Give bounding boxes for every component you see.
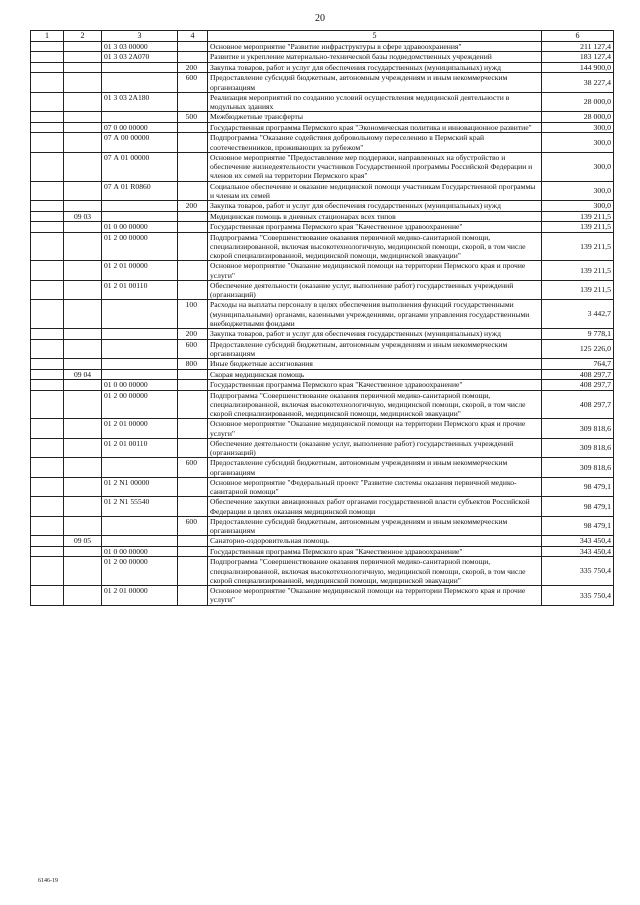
amount-cell: 139 211,5 <box>542 280 614 300</box>
section-cell <box>31 92 64 112</box>
table-row <box>31 280 614 300</box>
target-code-cell: 07 А 01 R0860 <box>102 181 178 201</box>
expense-type-cell: 500 <box>178 112 208 123</box>
target-code-cell <box>102 300 178 329</box>
section-cell <box>31 62 64 73</box>
expense-type-cell <box>178 477 208 497</box>
header-col-4: 4 <box>178 31 208 42</box>
section-cell <box>31 201 64 212</box>
amount-cell: 764,7 <box>542 359 614 370</box>
description-cell: Основное мероприятие "Предоставление мер поддержки, направленных на обустройство и обеспечение жизнедеятельности участников Государственной программы Российской Федерации и членов их семей на территории Пермского края" <box>208 152 542 181</box>
table-row <box>31 516 614 536</box>
table-row <box>31 232 614 261</box>
table-row <box>31 359 614 370</box>
subsection-cell <box>64 300 102 329</box>
section-cell <box>31 516 64 536</box>
description-cell: Государственная программа Пермского края "Экономическая политика и инновационное развитие" <box>208 122 542 133</box>
expense-type-cell: 600 <box>178 516 208 536</box>
target-code-cell: 01 0 00 00000 <box>102 546 178 557</box>
section-cell <box>31 557 64 586</box>
section-cell <box>31 477 64 497</box>
section-cell <box>31 52 64 63</box>
table-row <box>31 369 614 380</box>
description-cell: Основное мероприятие "Федеральный проект "Развитие системы оказания первичной медико-санитарной помощи" <box>208 477 542 497</box>
target-code-cell: 01 2 01 00000 <box>102 419 178 439</box>
table-row <box>31 261 614 281</box>
section-cell <box>31 211 64 222</box>
expense-type-cell: 600 <box>178 458 208 478</box>
amount-cell: 300,0 <box>542 133 614 153</box>
subsection-cell <box>64 133 102 153</box>
header-col-6: 6 <box>542 31 614 42</box>
amount-cell: 98 479,1 <box>542 497 614 517</box>
table-row <box>31 122 614 133</box>
amount-cell: 300,0 <box>542 152 614 181</box>
amount-cell: 139 211,5 <box>542 261 614 281</box>
description-cell: Санаторно-оздоровительная помощь <box>208 536 542 547</box>
table-row <box>31 546 614 557</box>
subsection-cell <box>64 73 102 93</box>
description-cell: Закупка товаров, работ и услуг для обеспечения государственных (муниципальных) нужд <box>208 62 542 73</box>
subsection-cell <box>64 152 102 181</box>
target-code-cell: 01 2 01 00000 <box>102 586 178 606</box>
section-cell <box>31 280 64 300</box>
subsection-cell <box>64 497 102 517</box>
section-cell <box>31 152 64 181</box>
amount-cell: 343 450,4 <box>542 546 614 557</box>
expense-type-cell <box>178 369 208 380</box>
table-row <box>31 477 614 497</box>
expense-type-cell <box>178 546 208 557</box>
subsection-cell <box>64 586 102 606</box>
expense-type-cell: 100 <box>178 300 208 329</box>
subsection-cell <box>64 280 102 300</box>
target-code-cell: 01 2 00 00000 <box>102 557 178 586</box>
target-code-cell: 01 2 N1 00000 <box>102 477 178 497</box>
target-code-cell <box>102 369 178 380</box>
subsection-cell <box>64 92 102 112</box>
table-row <box>31 62 614 73</box>
amount-cell: 408 297,7 <box>542 380 614 391</box>
table-row <box>31 380 614 391</box>
amount-cell: 28 000,0 <box>542 112 614 123</box>
expense-type-cell <box>178 586 208 606</box>
section-cell <box>31 438 64 458</box>
description-cell: Реализация мероприятий по созданию условий осуществления медицинской деятельности в модульных зданиях <box>208 92 542 112</box>
section-cell <box>31 41 64 52</box>
target-code-cell <box>102 359 178 370</box>
target-code-cell: 01 2 01 00110 <box>102 280 178 300</box>
subsection-cell <box>64 516 102 536</box>
section-cell <box>31 181 64 201</box>
target-code-cell: 01 2 00 00000 <box>102 390 178 419</box>
section-cell <box>31 586 64 606</box>
table-row <box>31 92 614 112</box>
expense-type-cell: 200 <box>178 62 208 73</box>
target-code-cell: 01 3 03 00000 <box>102 41 178 52</box>
subsection-cell <box>64 359 102 370</box>
section-cell <box>31 369 64 380</box>
description-cell: Предоставление субсидий бюджетным, автономным учреждениям и иным некоммерческим организациям <box>208 339 542 359</box>
amount-cell: 309 818,6 <box>542 438 614 458</box>
target-code-cell: 01 0 00 00000 <box>102 380 178 391</box>
description-cell: Государственная программа Пермского края "Качественное здравоохранение" <box>208 546 542 557</box>
section-cell <box>31 122 64 133</box>
subsection-cell <box>64 546 102 557</box>
table-row <box>31 557 614 586</box>
target-code-cell <box>102 329 178 340</box>
subsection-cell <box>64 390 102 419</box>
table-row <box>31 458 614 478</box>
amount-cell: 28 000,0 <box>542 92 614 112</box>
section-cell <box>31 380 64 391</box>
target-code-cell <box>102 62 178 73</box>
section-cell <box>31 261 64 281</box>
amount-cell: 343 450,4 <box>542 536 614 547</box>
table-row <box>31 181 614 201</box>
description-cell: Предоставление субсидий бюджетным, автономным учреждениям и иным некоммерческим организациям <box>208 458 542 478</box>
amount-cell: 408 297,7 <box>542 390 614 419</box>
expense-type-cell: 200 <box>178 201 208 212</box>
section-cell <box>31 112 64 123</box>
target-code-cell: 07 А 00 00000 <box>102 133 178 153</box>
description-cell: Обеспечение закупки авиационных работ органами государственной власти субъектов Российской Федерации в целях оказания медицинской помощи <box>208 497 542 517</box>
expense-type-cell <box>178 122 208 133</box>
description-cell: Социальное обеспечение и оказание медицинской помощи участникам Государственной программы и членам их семей <box>208 181 542 201</box>
table-row <box>31 112 614 123</box>
expense-type-cell <box>178 536 208 547</box>
subsection-cell <box>64 222 102 233</box>
description-cell: Обеспечение деятельности (оказание услуг, выполнение работ) государственных учреждений (организаций) <box>208 280 542 300</box>
description-cell: Закупка товаров, работ и услуг для обеспечения государственных (муниципальных) нужд <box>208 201 542 212</box>
expense-type-cell <box>178 222 208 233</box>
table-row <box>31 41 614 52</box>
subsection-cell <box>64 41 102 52</box>
target-code-cell: 01 2 N1 55540 <box>102 497 178 517</box>
section-cell <box>31 458 64 478</box>
table-row <box>31 586 614 606</box>
description-cell: Предоставление субсидий бюджетным, автономным учреждениям и иным некоммерческим организациям <box>208 73 542 93</box>
section-cell <box>31 497 64 517</box>
expense-type-cell: 600 <box>178 73 208 93</box>
section-cell <box>31 359 64 370</box>
description-cell: Иные бюджетные ассигнования <box>208 359 542 370</box>
section-cell <box>31 419 64 439</box>
expense-type-cell: 800 <box>178 359 208 370</box>
table-row <box>31 201 614 212</box>
section-cell <box>31 546 64 557</box>
section-cell <box>31 390 64 419</box>
expense-type-cell <box>178 92 208 112</box>
description-cell: Межбюджетные трансферты <box>208 112 542 123</box>
expense-type-cell <box>178 211 208 222</box>
target-code-cell <box>102 458 178 478</box>
expense-type-cell <box>178 181 208 201</box>
amount-cell: 408 297,7 <box>542 369 614 380</box>
subsection-cell: 09 03 <box>64 211 102 222</box>
description-cell: Подпрограмма "Совершенствование оказания первичной медико-санитарной помощи, специализированной, включая высокотехнологичную, медицинской помощи, скорой, в том числе скорой специализированной, медицинской помощи, медицинской эвакуации" <box>208 390 542 419</box>
subsection-cell <box>64 232 102 261</box>
expense-type-cell <box>178 152 208 181</box>
target-code-cell <box>102 201 178 212</box>
subsection-cell <box>64 339 102 359</box>
table-header-row <box>31 31 614 42</box>
amount-cell: 335 750,4 <box>542 586 614 606</box>
subsection-cell <box>64 557 102 586</box>
subsection-cell <box>64 122 102 133</box>
amount-cell: 211 127,4 <box>542 41 614 52</box>
target-code-cell: 01 3 03 2А070 <box>102 52 178 63</box>
expense-type-cell <box>178 497 208 517</box>
amount-cell: 309 818,6 <box>542 458 614 478</box>
description-cell: Основное мероприятие "Оказание медицинской помощи на территории Пермского края и прочие услуги" <box>208 419 542 439</box>
subsection-cell: 09 05 <box>64 536 102 547</box>
amount-cell: 300,0 <box>542 181 614 201</box>
description-cell: Развитие и укрепление материально-технической базы подведомственных учреждений <box>208 52 542 63</box>
description-cell: Основное мероприятие "Оказание медицинской помощи на территории Пермского края и прочие услуги" <box>208 586 542 606</box>
target-code-cell <box>102 536 178 547</box>
table-row <box>31 73 614 93</box>
description-cell: Основное мероприятие "Развитие инфраструктуры в сфере здравоохранения" <box>208 41 542 52</box>
target-code-cell <box>102 339 178 359</box>
subsection-cell <box>64 419 102 439</box>
subsection-cell <box>64 438 102 458</box>
table-row <box>31 52 614 63</box>
amount-cell: 125 226,0 <box>542 339 614 359</box>
target-code-cell <box>102 211 178 222</box>
table-row <box>31 222 614 233</box>
expense-type-cell <box>178 261 208 281</box>
subsection-cell <box>64 477 102 497</box>
expense-type-cell <box>178 419 208 439</box>
page-number: 20 <box>315 13 325 24</box>
section-cell <box>31 300 64 329</box>
table-row <box>31 133 614 153</box>
budget-table <box>30 30 614 606</box>
section-cell <box>31 222 64 233</box>
amount-cell: 183 127,4 <box>542 52 614 63</box>
subsection-cell: 09 04 <box>64 369 102 380</box>
amount-cell: 335 750,4 <box>542 557 614 586</box>
section-cell <box>31 536 64 547</box>
target-code-cell: 07 А 01 00000 <box>102 152 178 181</box>
expense-type-cell <box>178 390 208 419</box>
amount-cell: 144 900,0 <box>542 62 614 73</box>
expense-type-cell: 200 <box>178 329 208 340</box>
description-cell: Основное мероприятие "Оказание медицинской помощи на территории Пермского края и прочие услуги" <box>208 261 542 281</box>
amount-cell: 309 818,6 <box>542 419 614 439</box>
header-col-2: 2 <box>64 31 102 42</box>
header-col-5: 5 <box>208 31 542 42</box>
section-cell <box>31 73 64 93</box>
table-row <box>31 152 614 181</box>
subsection-cell <box>64 181 102 201</box>
table-row <box>31 300 614 329</box>
table-row <box>31 536 614 547</box>
description-cell: Расходы на выплаты персоналу в целях обеспечения выполнения функций государственными (муниципальными) органами, казенными учреждениями, органами управления государственными внебюджетными фондами <box>208 300 542 329</box>
target-code-cell <box>102 73 178 93</box>
subsection-cell <box>64 261 102 281</box>
subsection-cell <box>64 380 102 391</box>
description-cell: Медицинская помощь в дневных стационарах всех типов <box>208 211 542 222</box>
target-code-cell: 01 2 00 00000 <box>102 232 178 261</box>
target-code-cell: 01 2 01 00110 <box>102 438 178 458</box>
description-cell: Обеспечение деятельности (оказание услуг, выполнение работ) государственных учреждений (организаций) <box>208 438 542 458</box>
amount-cell: 9 778,1 <box>542 329 614 340</box>
subsection-cell <box>64 62 102 73</box>
target-code-cell: 07 0 00 00000 <box>102 122 178 133</box>
expense-type-cell <box>178 280 208 300</box>
expense-type-cell <box>178 41 208 52</box>
table-row <box>31 390 614 419</box>
target-code-cell: 01 3 03 2А180 <box>102 92 178 112</box>
target-code-cell <box>102 112 178 123</box>
amount-cell: 139 211,5 <box>542 211 614 222</box>
amount-cell: 300,0 <box>542 201 614 212</box>
header-col-3: 3 <box>102 31 178 42</box>
header-col-1: 1 <box>31 31 64 42</box>
target-code-cell <box>102 516 178 536</box>
target-code-cell: 01 2 01 00000 <box>102 261 178 281</box>
subsection-cell <box>64 458 102 478</box>
amount-cell: 139 211,5 <box>542 222 614 233</box>
subsection-cell <box>64 112 102 123</box>
subsection-cell <box>64 52 102 63</box>
subsection-cell <box>64 201 102 212</box>
description-cell: Государственная программа Пермского края "Качественное здравоохранение" <box>208 380 542 391</box>
subsection-cell <box>64 329 102 340</box>
amount-cell: 98 479,1 <box>542 477 614 497</box>
amount-cell: 38 227,4 <box>542 73 614 93</box>
section-cell <box>31 232 64 261</box>
table-row <box>31 329 614 340</box>
table-row <box>31 339 614 359</box>
description-cell: Предоставление субсидий бюджетным, автономным учреждениям и иным некоммерческим организациям <box>208 516 542 536</box>
footer-document-code: 6146-19 <box>38 878 58 884</box>
section-cell <box>31 339 64 359</box>
expense-type-cell <box>178 133 208 153</box>
amount-cell: 3 442,7 <box>542 300 614 329</box>
amount-cell: 98 479,1 <box>542 516 614 536</box>
description-cell: Подпрограмма "Совершенствование оказания первичной медико-санитарной помощи, специализированной, включая высокотехнологичную, медицинской помощи, скорой, в том числе скорой специализированной, медицинской помощи, медицинской эвакуации" <box>208 557 542 586</box>
table-row <box>31 438 614 458</box>
expense-type-cell <box>178 232 208 261</box>
description-cell: Государственная программа Пермского края "Качественное здравоохранение" <box>208 222 542 233</box>
expense-type-cell <box>178 380 208 391</box>
table-row <box>31 419 614 439</box>
description-cell: Закупка товаров, работ и услуг для обеспечения государственных (муниципальных) нужд <box>208 329 542 340</box>
description-cell: Скорая медицинская помощь <box>208 369 542 380</box>
expense-type-cell <box>178 52 208 63</box>
amount-cell: 300,0 <box>542 122 614 133</box>
section-cell <box>31 133 64 153</box>
expense-type-cell <box>178 557 208 586</box>
table-row <box>31 497 614 517</box>
description-cell: Подпрограмма "Оказание содействия добровольному переселению в Пермский край соотечественников, проживающих за рубежом" <box>208 133 542 153</box>
amount-cell: 139 211,5 <box>542 232 614 261</box>
section-cell <box>31 329 64 340</box>
target-code-cell: 01 0 00 00000 <box>102 222 178 233</box>
table-row <box>31 211 614 222</box>
expense-type-cell <box>178 438 208 458</box>
description-cell: Подпрограмма "Совершенствование оказания первичной медико-санитарной помощи, специализированной, включая высокотехнологичную, медицинской помощи, скорой, в том числе скорой специализированной, медицинской помощи, медицинской эвакуации" <box>208 232 542 261</box>
expense-type-cell: 600 <box>178 339 208 359</box>
